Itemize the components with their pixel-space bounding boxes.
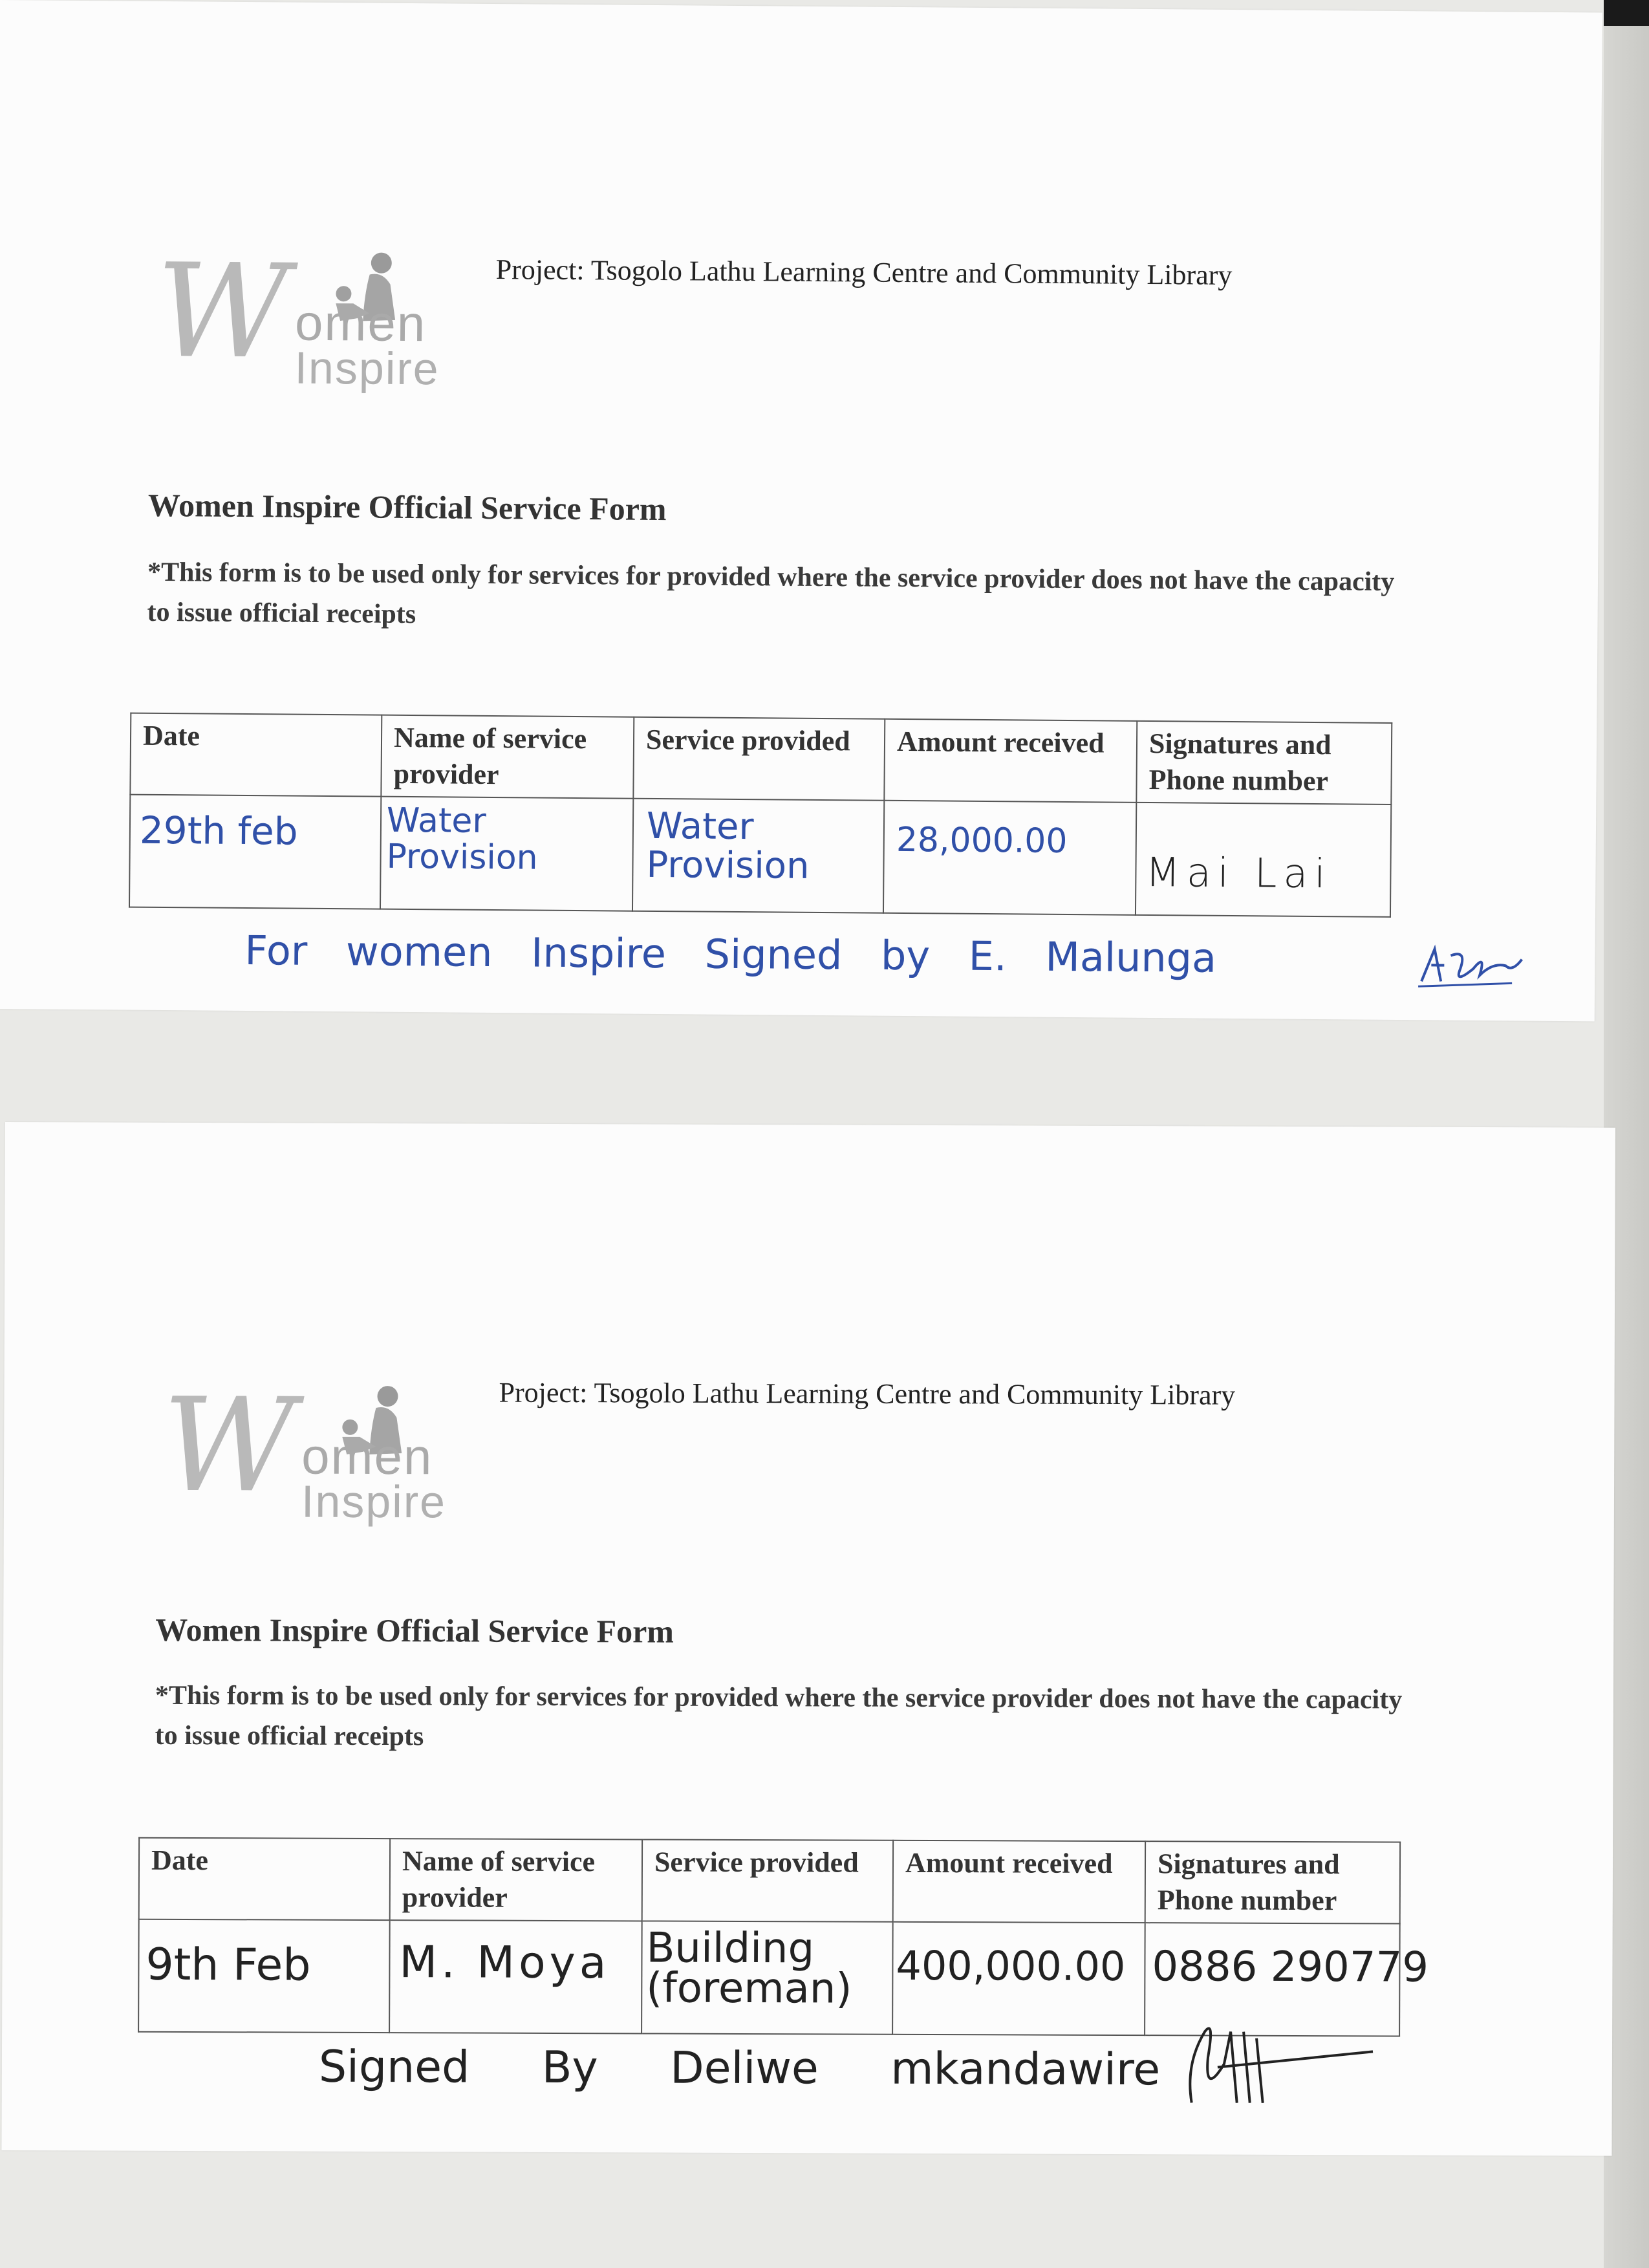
signature-icon <box>1179 2005 1386 2129</box>
header-amount: Amount received <box>884 719 1137 803</box>
scanner-corner <box>1604 0 1649 26</box>
cell-service: Water Provision <box>632 799 884 913</box>
form-title: Women Inspire Official Service Form <box>155 1611 674 1650</box>
header-date: Date <box>139 1838 390 1920</box>
cell-provider: Water Provision <box>380 797 633 911</box>
project-name: Project: Tsogolo Lathu Learning Centre and Community Library <box>495 254 1233 291</box>
cell-signature: Mai Lai <box>1136 803 1391 917</box>
cell-signature: 0886 290779 <box>1145 1923 1400 2036</box>
cell-date: 29th feb <box>129 795 381 909</box>
table-row <box>129 795 1391 917</box>
header-signature: Signatures and Phone number <box>1145 1841 1400 1923</box>
footer-signed-by: Signed By Deliwe mkandawire <box>318 2041 1161 2096</box>
women-inspire-logo: W omen Inspire <box>162 1370 447 1528</box>
header-amount: Amount received <box>893 1841 1145 1923</box>
cell-date: 9th Feb <box>138 1919 390 2033</box>
header-service: Service provided <box>642 1839 893 1921</box>
cell-amount: 28,000.00 <box>883 801 1136 915</box>
service-table <box>129 713 1392 918</box>
header-signature: Signatures and Phone number <box>1136 721 1392 805</box>
form-note: *This form is to be used only for services for provided where the service provider does not have the capacity to issue official receipts <box>155 1680 1403 1752</box>
table-header-row <box>139 1838 1400 1924</box>
project-name: Project: Tsogolo Lathu Learning Centre and Community Library <box>499 1376 1236 1411</box>
header-provider: Name of service provider <box>390 1839 642 1921</box>
table-header-row <box>130 713 1392 805</box>
cell-amount: 400,000.00 <box>892 1922 1145 2035</box>
cell-service: Building (foreman) <box>641 1921 893 2034</box>
header-service: Service provided <box>633 717 885 801</box>
form-title: Women Inspire Official Service Form <box>147 486 667 528</box>
header-date: Date <box>130 713 382 797</box>
form-note: *This form is to be used only for services for provided where the service provider does not have the capacity to issue official receipts <box>147 557 1395 630</box>
footer-signed-by: For women Inspire Signed by E. Malunga <box>244 927 1217 982</box>
service-form-2 <box>1 1122 1615 2156</box>
service-form-1 <box>0 0 1602 1021</box>
cell-provider: M. Moya <box>389 1920 642 2033</box>
women-inspire-logo: W omen Inspire <box>155 235 440 394</box>
signature-icon <box>1415 936 1532 995</box>
header-provider: Name of service provider <box>381 715 634 799</box>
